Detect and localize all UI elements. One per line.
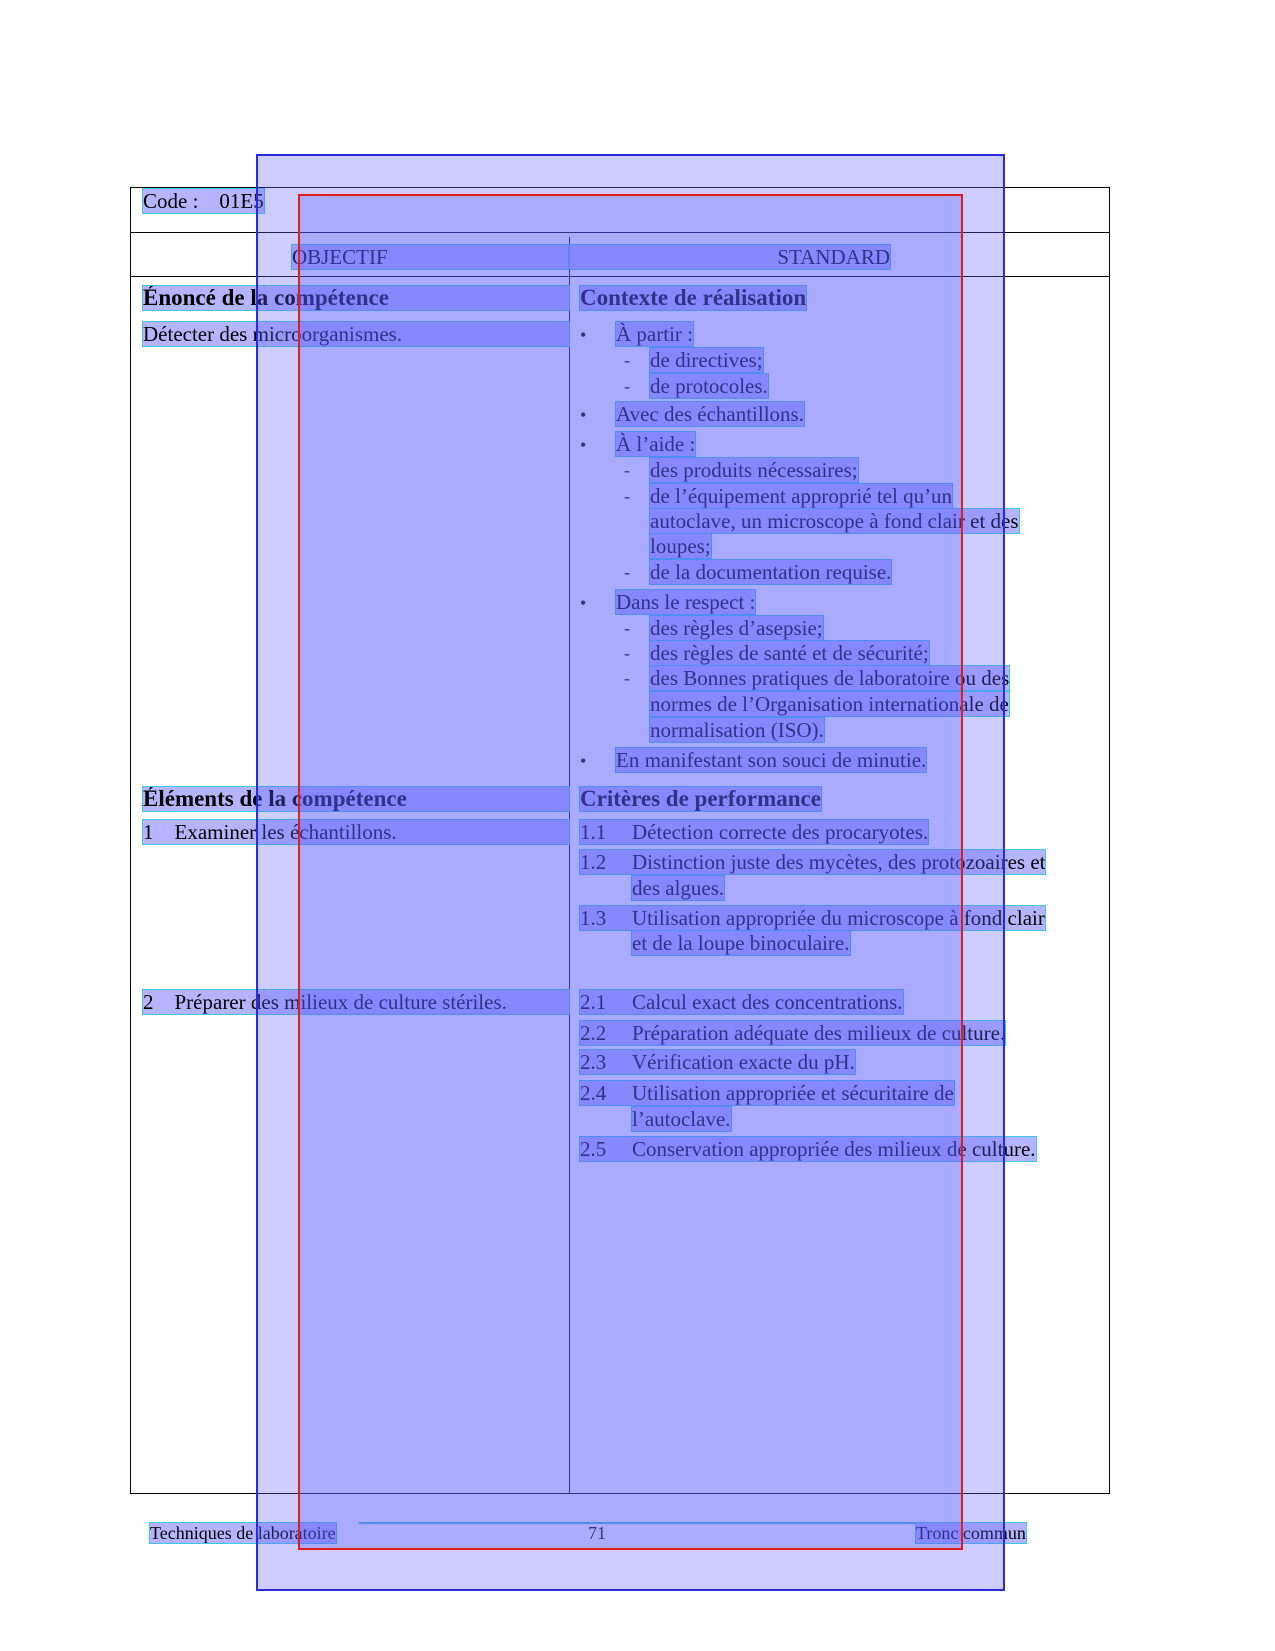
context-b1-s1: de directives; (650, 348, 763, 372)
objectif-header: OBJECTIF (292, 245, 569, 269)
context-b3-s2-line2: autoclave, un microscope à fond clair et des (650, 509, 1019, 533)
enonce-text: Détecter des microorganismes. (143, 322, 569, 346)
criteres-title: Critères de performance (580, 786, 821, 811)
criterion-1-1: 1.1 Détection correcte des procaryotes. (580, 820, 929, 844)
context-b3-s2-line1: de l’équipement approprié tel qu’un (650, 484, 953, 508)
bullet-icon: • (580, 435, 587, 455)
context-b5: En manifestant son souci de minutie. (616, 748, 927, 772)
code-label: Code : 01E5 (143, 189, 264, 213)
dash-icon: - (624, 350, 630, 370)
criterion-2-4-line2: l’autoclave. (632, 1107, 731, 1131)
criterion-1-2-line2: des algues. (632, 876, 725, 900)
dash-icon: - (624, 618, 630, 638)
context-b4-s3-line1: des Bonnes pratiques de laboratoire ou des (650, 666, 1010, 690)
context-b3-s1: des produits nécessaires; (650, 458, 858, 482)
dash-icon: - (624, 460, 630, 480)
element-1: 1 Examiner les échantillons. (143, 820, 569, 844)
context-b3-s2-line3: loupes; (650, 534, 711, 558)
bullet-icon: • (580, 751, 587, 771)
context-b2: Avec des échantillons. (616, 402, 804, 426)
context-b4-s3-line3: normalisation (ISO). (650, 718, 824, 742)
contexte-title: Contexte de réalisation (580, 285, 807, 310)
criterion-2-3: 2.3 Vérification exacte du pH. (580, 1050, 855, 1074)
bullet-icon: • (580, 405, 587, 425)
dash-icon: - (624, 643, 630, 663)
code-value: 01E5 (219, 189, 264, 213)
criterion-1-3-line1: 1.3 Utilisation appropriée du microscope à fond clair (580, 906, 1045, 930)
context-b3: À l’aide : (616, 432, 696, 456)
selection-overlay-inner (298, 194, 963, 1550)
footer-track: Tronc commun (916, 1523, 1026, 1543)
context-b3-s3: de la documentation requise. (650, 560, 892, 584)
enonce-title: Énoncé de la compétence (143, 286, 569, 310)
context-b4-s1: des règles d’asepsie; (650, 616, 823, 640)
criterion-1-2-line1: 1.2 Distinction juste des mycètes, des protozoaires et (580, 850, 1046, 874)
context-b4-s2: des règles de santé et de sécurité; (650, 641, 929, 665)
bullet-icon: • (580, 325, 587, 345)
dash-icon: - (624, 486, 630, 506)
criterion-1-3-line2: et de la loupe binoculaire. (632, 931, 850, 955)
context-b4-s3-line2: normes de l’Organisation internationale de (650, 692, 1009, 716)
criterion-2-1: 2.1 Calcul exact des concentrations. (580, 990, 903, 1014)
bullet-icon: • (580, 593, 587, 613)
criterion-2-2: 2.2 Préparation adéquate des milieux de culture. (580, 1021, 1006, 1045)
dash-icon: - (624, 562, 630, 582)
dash-icon: - (624, 668, 630, 688)
footer-program: Techniques de laboratoire (150, 1523, 336, 1543)
footer-page-number: 71 (588, 1523, 606, 1543)
context-b1-s2: de protocoles. (650, 374, 768, 398)
elements-title: Éléments de la compétence (143, 787, 569, 811)
criterion-2-5: 2.5 Conservation appropriée des milieux de culture. (580, 1137, 1036, 1161)
standard-header: STANDARD (569, 245, 890, 269)
dash-icon: - (624, 376, 630, 396)
element-2: 2 Préparer des milieux de culture stériles. (143, 990, 569, 1014)
criterion-2-4-line1: 2.4 Utilisation appropriée et sécuritaire de (580, 1081, 954, 1105)
context-b4: Dans le respect : (616, 590, 756, 614)
context-b1: À partir : (616, 322, 693, 346)
